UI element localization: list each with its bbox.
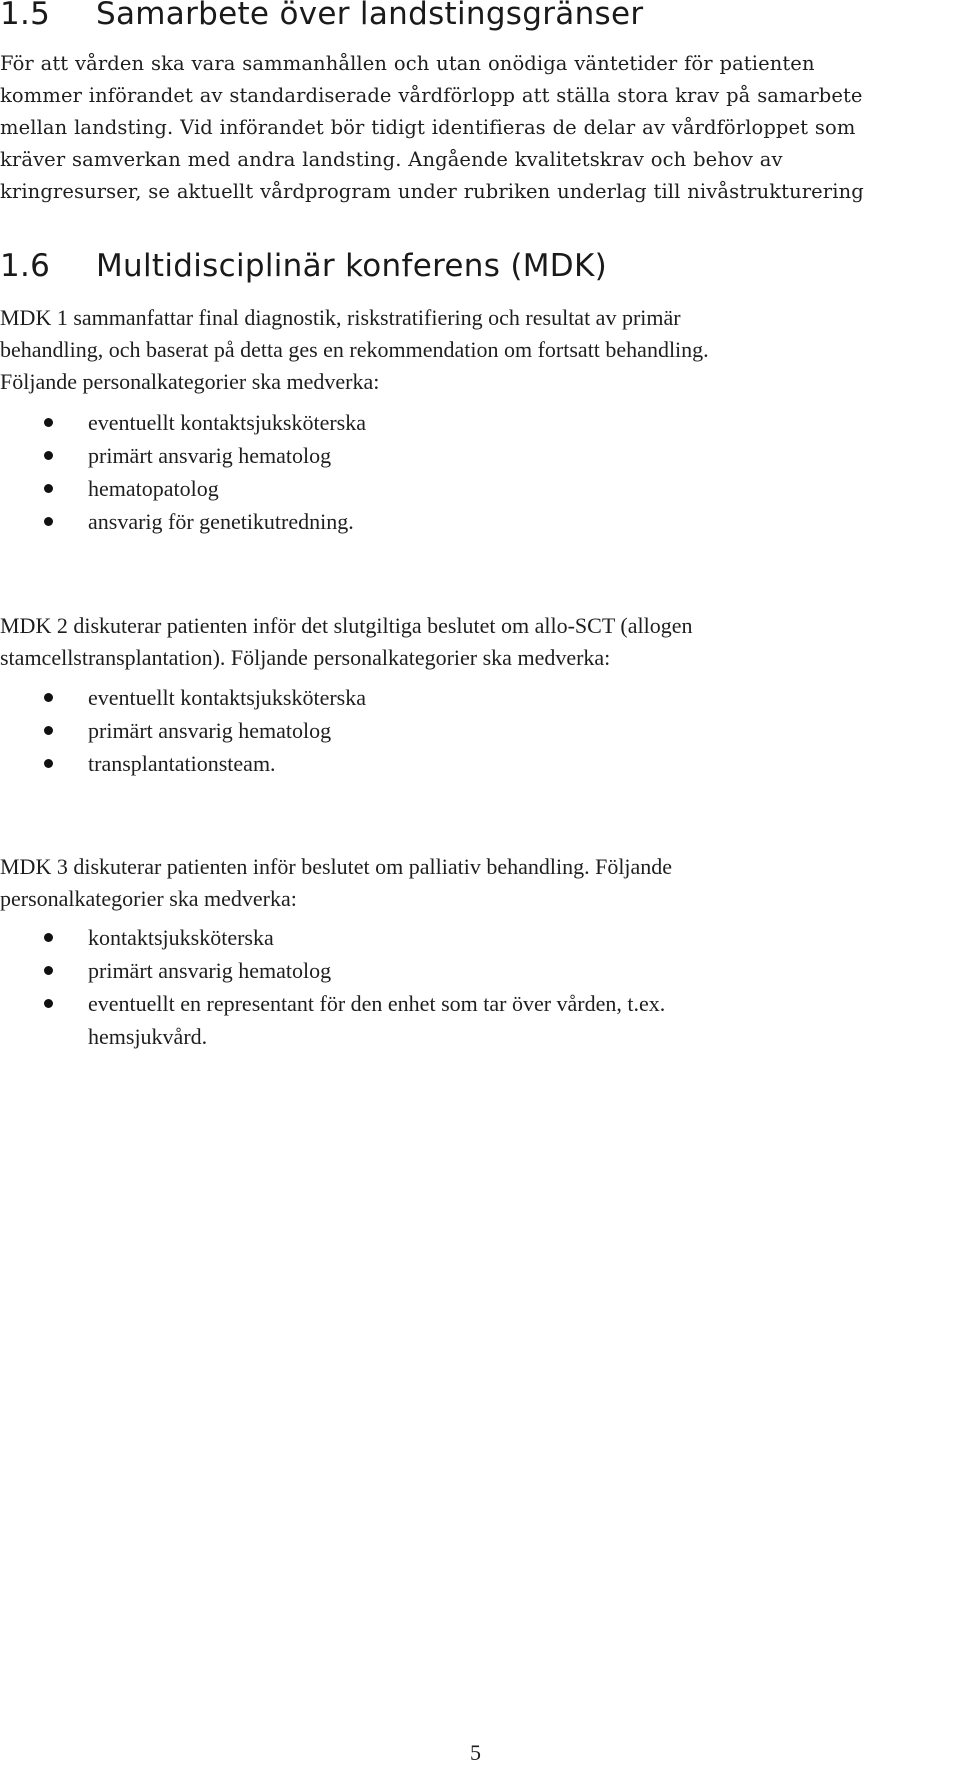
paragraph-line: behandling, och baserat på detta ges en rekommendation om fortsatt behandling.: [0, 337, 709, 362]
section-number: 1.6: [0, 248, 51, 284]
list-item-text: ansvarig för genetikutredning.: [88, 509, 354, 534]
paragraph-line: mellan landsting. Vid införandet bör tidigt identifieras de delar av vårdförloppet som: [0, 116, 856, 139]
paragraph-line: kringresurser, se aktuellt vårdprogram under rubriken underlag till nivåstrukturering: [0, 180, 864, 203]
list-item-text: eventuellt en representant för den enhet som tar över vården, t.ex.: [88, 991, 666, 1016]
paragraph-line: Följande personalkategorier ska medverka:: [0, 369, 380, 394]
list-item: [0, 954, 665, 987]
list-item: [0, 747, 366, 780]
paragraph-line: MDK 3 diskuterar patienten inför beslutet om palliativ behandling. Följande: [0, 854, 673, 879]
list-item: [0, 505, 366, 538]
list-item: [0, 921, 665, 954]
list-item-text: eventuellt kontaktsjuksköterska: [88, 410, 366, 435]
bullet-icon: [44, 999, 53, 1008]
paragraph-line: personalkategorier ska medverka:: [0, 886, 297, 911]
section-heading-1-5: [0, 0, 643, 32]
paragraph-line: MDK 1 sammanfattar final diagnostik, riskstratifiering och resultat av primär: [0, 305, 681, 330]
section-1-5-paragraph: [0, 48, 945, 208]
bullet-icon: [44, 418, 53, 427]
bullet-icon: [44, 517, 53, 526]
page-number: 5: [470, 1740, 481, 1765]
list-item: [0, 472, 366, 505]
bullet-icon: [44, 966, 53, 975]
list-item: [0, 439, 366, 472]
bullet-icon: [44, 726, 53, 735]
list-item: [0, 406, 366, 439]
paragraph-line: kommer införandet av standardiserade vårdförlopp att ställa stora krav på samarbete: [0, 84, 863, 107]
mdk2-paragraph: [0, 610, 945, 674]
paragraph-line: För att vården ska vara sammanhållen och utan onödiga väntetider för patienten: [0, 52, 815, 75]
bullet-icon: [44, 933, 53, 942]
list-item-text: primärt ansvarig hematolog: [88, 718, 332, 743]
list-item-text: transplantationsteam.: [88, 751, 276, 776]
section-title: Multidisciplinär konferens (MDK): [96, 248, 607, 284]
paragraph-line: MDK 2 diskuterar patienten inför det slutgiltiga beslutet om allo-SCT (allogen: [0, 613, 693, 638]
mdk1-bullet-list: [0, 406, 366, 538]
bullet-icon: [44, 484, 53, 493]
list-item-continuation: [0, 1020, 665, 1053]
mdk1-paragraph: [0, 302, 945, 398]
paragraph-line: kräver samverkan med andra landsting. Angående kvalitetskrav och behov av: [0, 148, 783, 171]
list-item-text: hematopatolog: [88, 476, 219, 501]
list-item-text: hemsjukvård.: [88, 1024, 208, 1049]
mdk3-bullet-list: [0, 921, 665, 1053]
list-item: [0, 681, 366, 714]
list-item: [0, 987, 665, 1020]
list-item-text: primärt ansvarig hematolog: [88, 958, 332, 983]
bullet-icon: [44, 693, 53, 702]
bullet-icon: [44, 451, 53, 460]
paragraph-line: stamcellstransplantation). Följande personalkategorier ska medverka:: [0, 645, 611, 670]
list-item: [0, 714, 366, 747]
list-item-text: primärt ansvarig hematolog: [88, 443, 332, 468]
section-heading-1-6: [0, 248, 607, 284]
bullet-icon: [44, 759, 53, 768]
list-item-text: eventuellt kontaktsjuksköterska: [88, 685, 366, 710]
list-item-text: kontaktsjuksköterska: [88, 925, 274, 950]
mdk3-paragraph: [0, 851, 945, 915]
section-number: 1.5: [0, 0, 51, 32]
mdk2-bullet-list: [0, 681, 366, 780]
section-title: Samarbete över landstingsgränser: [96, 0, 644, 32]
